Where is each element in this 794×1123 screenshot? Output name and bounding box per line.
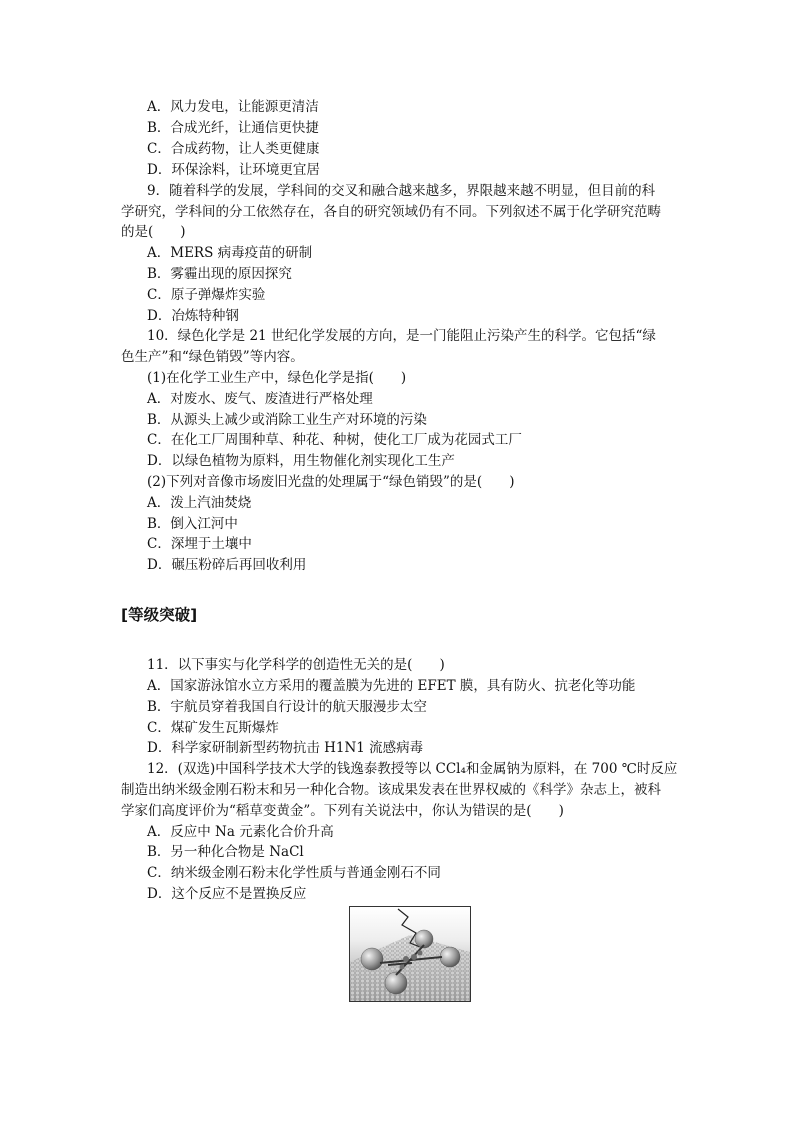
q9-option-d: D．冶炼特种钢 [147, 308, 239, 324]
q8-option-a: A．风力发电，让能源更清洁 [147, 99, 319, 115]
q10-sub2-option-d: D．碾压粉碎后再回收利用 [147, 557, 307, 573]
q10-sub2-stem: (2)下列对音像市场废旧光盘的处理属于“绿色销毁”的是( ) [147, 474, 515, 490]
q12-stem-line-1: 12．(双选)中国科学技术大学的钱逸泰教授等以 CCl₄和金属钠为原料，在 700 ℃时反应 [147, 761, 678, 777]
q12-stem-line-3: 学家们高度评价为“稻草变黄金”。下列有关说法中，你认为错误的是( ) [121, 803, 564, 819]
q12-stem-line-2: 制造出纳米级金刚石粉末和另一种化合物。该成果发表在世界权威的《科学》杂志上，被科 [121, 782, 661, 798]
q9-stem-line-2: 学研究，学科间的分工依然存在，各自的研究领域仍有不同。下列叙述不属于化学研究范畴 [121, 204, 661, 220]
q12-option-c: C．纳米级金刚石粉末化学性质与普通金刚石不同 [147, 865, 441, 881]
q12-option-a: A．反应中 Na 元素化合价升高 [147, 824, 334, 840]
q12-option-d: D．这个反应不是置换反应 [147, 886, 307, 902]
q9-stem-line-1: 9．随着科学的发展，学科间的交叉和融合越来越多，界限越来越不明显，但目前的科 [147, 183, 656, 199]
q12-option-b: B．另一种化合物是 NaCl [147, 844, 304, 860]
q10-sub1-option-b: B．从源头上减少或消除工业生产对环境的污染 [147, 412, 427, 428]
q11-option-b: B．宇航员穿着我国自行设计的航天服漫步太空 [147, 699, 427, 715]
q10-sub1-option-d: D．以绿色植物为原料，用生物催化剂实现化工生产 [147, 453, 455, 469]
q9-option-c: C．原子弹爆炸实验 [147, 287, 266, 303]
q10-sub2-option-b: B．倒入江河中 [147, 516, 238, 532]
q10-sub1-option-c: C．在化工厂周围种草、种花、种树，使化工厂成为花园式工厂 [147, 432, 522, 448]
q9-stem-line-3: 的是( ) [121, 224, 186, 240]
q10-sub2-option-a: A．泼上汽油焚烧 [147, 495, 252, 511]
q9-option-b: B．雾霾出现的原因探究 [147, 266, 292, 282]
q8-option-c: C．合成药物，让人类更健康 [147, 141, 320, 157]
q11-option-d: D．科学家研制新型药物抗击 H1N1 流感病毒 [147, 740, 424, 756]
q9-option-a: A．MERS 病毒疫苗的研制 [147, 245, 313, 261]
q8-option-d: D．环保涂料，让环境更宜居 [147, 162, 320, 178]
q10-sub1-option-a: A．对废水、废气、废渣进行严格处理 [147, 391, 373, 407]
q8-option-b: B．合成光纤，让通信更快捷 [147, 120, 319, 136]
nanocar-molecule-icon [349, 906, 471, 1002]
section-heading: [等级突破] [121, 606, 198, 624]
q10-sub1-stem: (1)在化学工业生产中，绿色化学是指( ) [147, 370, 407, 386]
q10-sub2-option-c: C．深埋于土壤中 [147, 536, 252, 552]
q11-stem: 11．以下事实与化学科学的创造性无关的是( ) [147, 657, 445, 673]
q11-option-c: C．煤矿发生瓦斯爆炸 [147, 720, 279, 736]
q10-stem-line-1: 10．绿色化学是 21 世纪化学发展的方向，是一门能阻止污染产生的科学。它包括“绿 [147, 328, 656, 344]
q10-stem-line-2: 色生产”和“绿色销毁”等内容。 [121, 349, 304, 365]
q11-option-a: A．国家游泳馆水立方采用的覆盖膜为先进的 EFET 膜，具有防火、抗老化等功能 [147, 678, 636, 694]
